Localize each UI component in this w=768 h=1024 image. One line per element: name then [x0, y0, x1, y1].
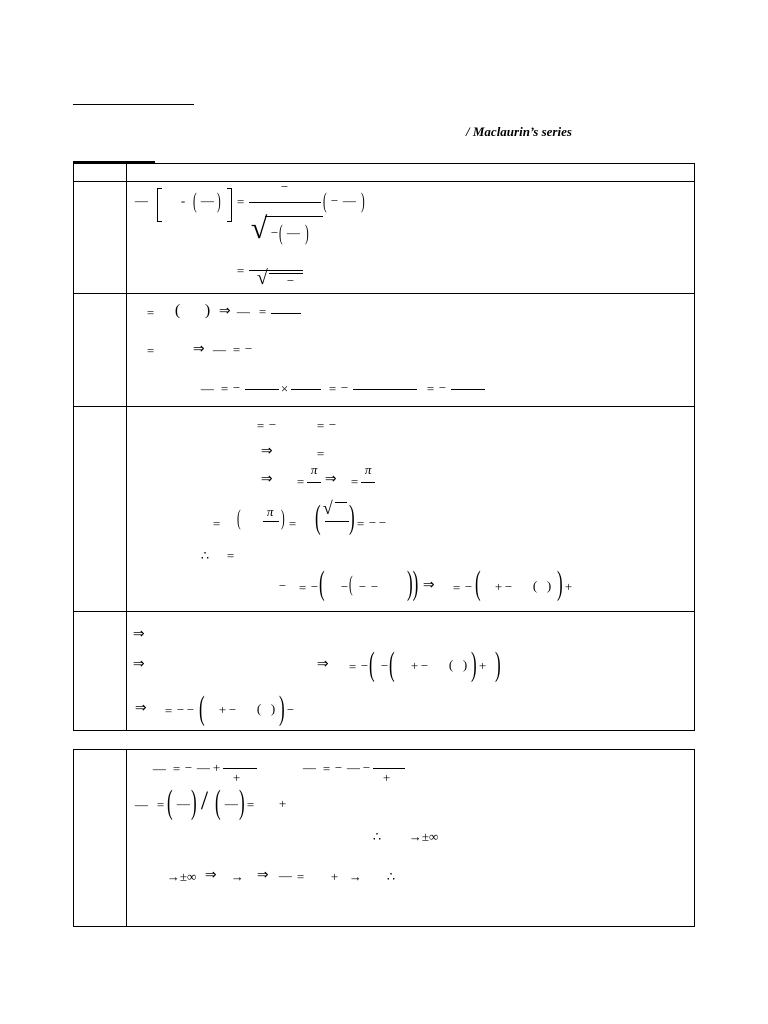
paren: ( — [192, 188, 197, 213]
math-symbol: = — [296, 474, 305, 489]
math-symbol: − — [228, 702, 237, 717]
paren: ( — [278, 220, 283, 245]
math-symbol: + — [494, 579, 503, 594]
math-symbol: — — [176, 796, 190, 811]
math-symbol: — — [224, 796, 238, 811]
table-row — [74, 750, 695, 927]
paren: ) — [360, 188, 365, 213]
paren: ) — [278, 690, 285, 727]
paren: ) — [304, 220, 309, 245]
radical-bar — [335, 502, 347, 503]
math-symbol: ) — [462, 657, 468, 672]
math-symbol: − — [244, 341, 253, 356]
math-symbol: = — [172, 761, 181, 776]
math-symbol: − — [270, 225, 279, 240]
math-symbol: = — [316, 446, 325, 461]
math-symbol: − — [358, 579, 367, 594]
math-symbol: ) — [270, 701, 276, 716]
math-symbol: = — [356, 516, 365, 531]
math-symbol: − — [504, 579, 513, 594]
math-symbol: − — [340, 380, 349, 395]
question-number-cell — [74, 294, 127, 407]
math-symbol: − — [330, 193, 339, 208]
fraction-bar — [373, 768, 405, 769]
fraction-bar — [325, 521, 349, 522]
math-symbol: = — [226, 548, 235, 563]
math-symbol: = — [426, 381, 435, 396]
math-symbol: − — [286, 273, 295, 288]
math-symbol: = — [256, 418, 265, 433]
table-header-row — [74, 164, 695, 182]
math-symbol: = — [452, 580, 461, 595]
paren: ( — [348, 571, 353, 596]
math-symbol: / — [200, 786, 209, 815]
math-symbol: − — [184, 760, 193, 775]
paren: ) — [556, 565, 563, 602]
solution-table-2 — [73, 749, 695, 927]
math-symbol: = — [296, 869, 305, 884]
math-symbol: − — [370, 579, 379, 594]
page-title: / Maclaurin’s series — [466, 124, 572, 139]
math-symbol: — — [302, 760, 316, 775]
radical-sign: √ — [322, 498, 333, 518]
math-symbol: = — [288, 516, 297, 531]
math-symbol: − — [186, 702, 195, 717]
math-symbol: →±∞ — [408, 829, 439, 844]
paren: ( — [198, 690, 205, 727]
math-symbol: ⇒ — [192, 342, 205, 357]
math-symbol: = — [350, 474, 359, 489]
math-symbol: + — [410, 658, 419, 673]
answer-cell — [126, 179, 694, 294]
math-symbol: − — [278, 578, 287, 593]
fraction-bar — [451, 389, 485, 390]
math-symbol: − — [380, 658, 389, 673]
table-row — [74, 612, 695, 731]
paren: ( — [314, 499, 321, 536]
fraction-bar — [353, 389, 417, 390]
math-symbol: ∴ — [372, 829, 382, 844]
math-symbol: ⇒ — [260, 472, 273, 487]
math-symbol: π — [364, 462, 372, 477]
fraction-bar — [223, 768, 257, 769]
math-symbol: — — [286, 225, 300, 240]
math-symbol: − — [286, 702, 295, 717]
math-symbol: → — [348, 869, 362, 884]
math-symbol: — — [196, 760, 210, 775]
answer-cell — [126, 294, 694, 407]
math-symbol: + — [218, 702, 227, 717]
math-symbol: = — [232, 342, 241, 357]
math-symbol: ) — [546, 578, 552, 593]
math-symbol: = — [220, 381, 229, 396]
solution-table — [73, 163, 695, 731]
radical-bar — [265, 216, 323, 217]
math-symbol: — — [152, 761, 166, 776]
math-symbol: − — [176, 702, 185, 717]
math-symbol: ∴ — [386, 869, 396, 884]
fraction-bar — [263, 521, 279, 522]
fraction-bar — [361, 482, 375, 483]
math-symbol: + — [330, 869, 339, 884]
math-symbol: − — [464, 579, 473, 594]
answer-cell — [126, 612, 694, 731]
math-symbol: ( — [174, 302, 181, 319]
math-symbol: = — [328, 381, 337, 396]
math-symbol: − — [368, 515, 377, 530]
square-bracket — [227, 188, 232, 222]
paren: ) — [470, 646, 477, 683]
paren: ) — [190, 784, 197, 821]
math-symbol: ⇒ — [316, 657, 329, 672]
table-row — [74, 407, 695, 612]
math-symbol: ⇒ — [134, 701, 147, 716]
math-symbol: × — [280, 381, 289, 396]
table-row — [74, 182, 695, 294]
math-symbol: ⇒ — [324, 472, 337, 487]
math-symbol: − — [328, 417, 337, 432]
question-number-cell — [74, 750, 127, 927]
math-symbol: = — [258, 304, 267, 319]
math-symbol: = — [146, 305, 155, 320]
math-symbol: ( — [256, 701, 262, 716]
math-symbol: − — [438, 380, 447, 395]
math-symbol: − — [310, 579, 319, 594]
paren: ( — [318, 565, 325, 602]
math-symbol: = — [146, 343, 155, 358]
math-symbol: ⇒ — [260, 444, 273, 459]
paren: ) — [238, 784, 245, 821]
radical-bar — [269, 273, 303, 274]
radical-sign: √ — [250, 212, 268, 245]
question-number-cell — [74, 612, 127, 731]
math-symbol: + — [278, 796, 287, 811]
paren: ( — [474, 565, 481, 602]
math-symbol: + — [382, 770, 391, 785]
math-symbol: − — [268, 417, 277, 432]
question-number-cell — [74, 164, 127, 182]
paren: ( — [368, 646, 375, 683]
math-symbol: − — [420, 658, 429, 673]
math-symbol: ⇒ — [204, 868, 217, 883]
math-symbol: — — [278, 868, 292, 883]
math-symbol: = — [322, 761, 331, 776]
math-symbol: ⇒ — [132, 627, 145, 642]
radical-sign: √ — [256, 267, 268, 289]
math-symbol: ( — [448, 657, 454, 672]
fraction-bar — [245, 389, 279, 390]
math-symbol: − — [280, 179, 289, 194]
math-symbol: →±∞ — [166, 869, 197, 884]
header-rule — [73, 104, 194, 105]
math-symbol: ) — [204, 302, 211, 319]
math-symbol: = — [156, 797, 165, 812]
math-symbol: − — [362, 760, 371, 775]
question-number-cell — [74, 407, 127, 612]
math-symbol: − — [378, 515, 387, 530]
paren: ( — [388, 646, 395, 683]
math-symbol: — — [200, 193, 214, 208]
header-cell — [126, 164, 694, 182]
math-symbol: = — [246, 797, 255, 812]
math-symbol: + — [564, 579, 573, 594]
math-symbol: → — [230, 869, 244, 884]
math-symbol: − — [340, 579, 349, 594]
paren: ( — [166, 784, 173, 821]
paren: ) — [280, 505, 285, 530]
math-symbol: — — [212, 342, 226, 357]
math-symbol: — — [134, 193, 148, 208]
math-symbol: ⇒ — [218, 304, 231, 319]
paren: ) — [348, 499, 355, 536]
answer-cell — [126, 750, 694, 927]
math-symbol: = — [164, 703, 173, 718]
math-symbol: − — [334, 760, 343, 775]
math-symbol: — — [236, 304, 250, 319]
math-symbol: + — [232, 770, 241, 785]
math-symbol: ⇒ — [132, 657, 145, 672]
paren: ( — [322, 188, 327, 213]
math-symbol: ⇒ — [256, 868, 269, 883]
question-number-cell — [74, 182, 127, 294]
paren: ) — [494, 646, 501, 683]
math-symbol: − — [360, 658, 369, 673]
answer-cell — [126, 407, 694, 612]
math-symbol: − — [232, 380, 241, 395]
paren: ( — [236, 505, 241, 530]
math-symbol: — — [134, 797, 148, 812]
math-symbol: + — [212, 760, 221, 775]
math-symbol: — — [342, 193, 356, 208]
paren: ) — [216, 188, 221, 213]
fraction-bar — [307, 482, 321, 483]
fraction-bar — [271, 313, 301, 314]
math-symbol: = — [236, 263, 245, 278]
math-symbol: = — [348, 659, 357, 674]
math-symbol: = — [236, 194, 245, 209]
math-symbol: = — [212, 516, 221, 531]
math-symbol: = — [298, 580, 307, 595]
math-symbol: + — [478, 658, 487, 673]
math-symbol: π — [266, 504, 274, 519]
table-row — [74, 294, 695, 407]
math-symbol: ∴ — [200, 548, 210, 563]
paren: )) — [406, 565, 419, 602]
math-symbol: - — [180, 193, 186, 208]
math-symbol: = — [316, 418, 325, 433]
fraction-bar — [291, 389, 321, 390]
math-symbol: ⇒ — [422, 578, 435, 593]
math-symbol: — — [346, 760, 360, 775]
paren: ( — [214, 784, 221, 821]
math-symbol: — — [200, 381, 214, 396]
math-symbol: ( — [532, 578, 538, 593]
math-symbol: π — [310, 462, 318, 477]
square-bracket — [157, 188, 162, 222]
fraction-bar — [249, 202, 321, 203]
